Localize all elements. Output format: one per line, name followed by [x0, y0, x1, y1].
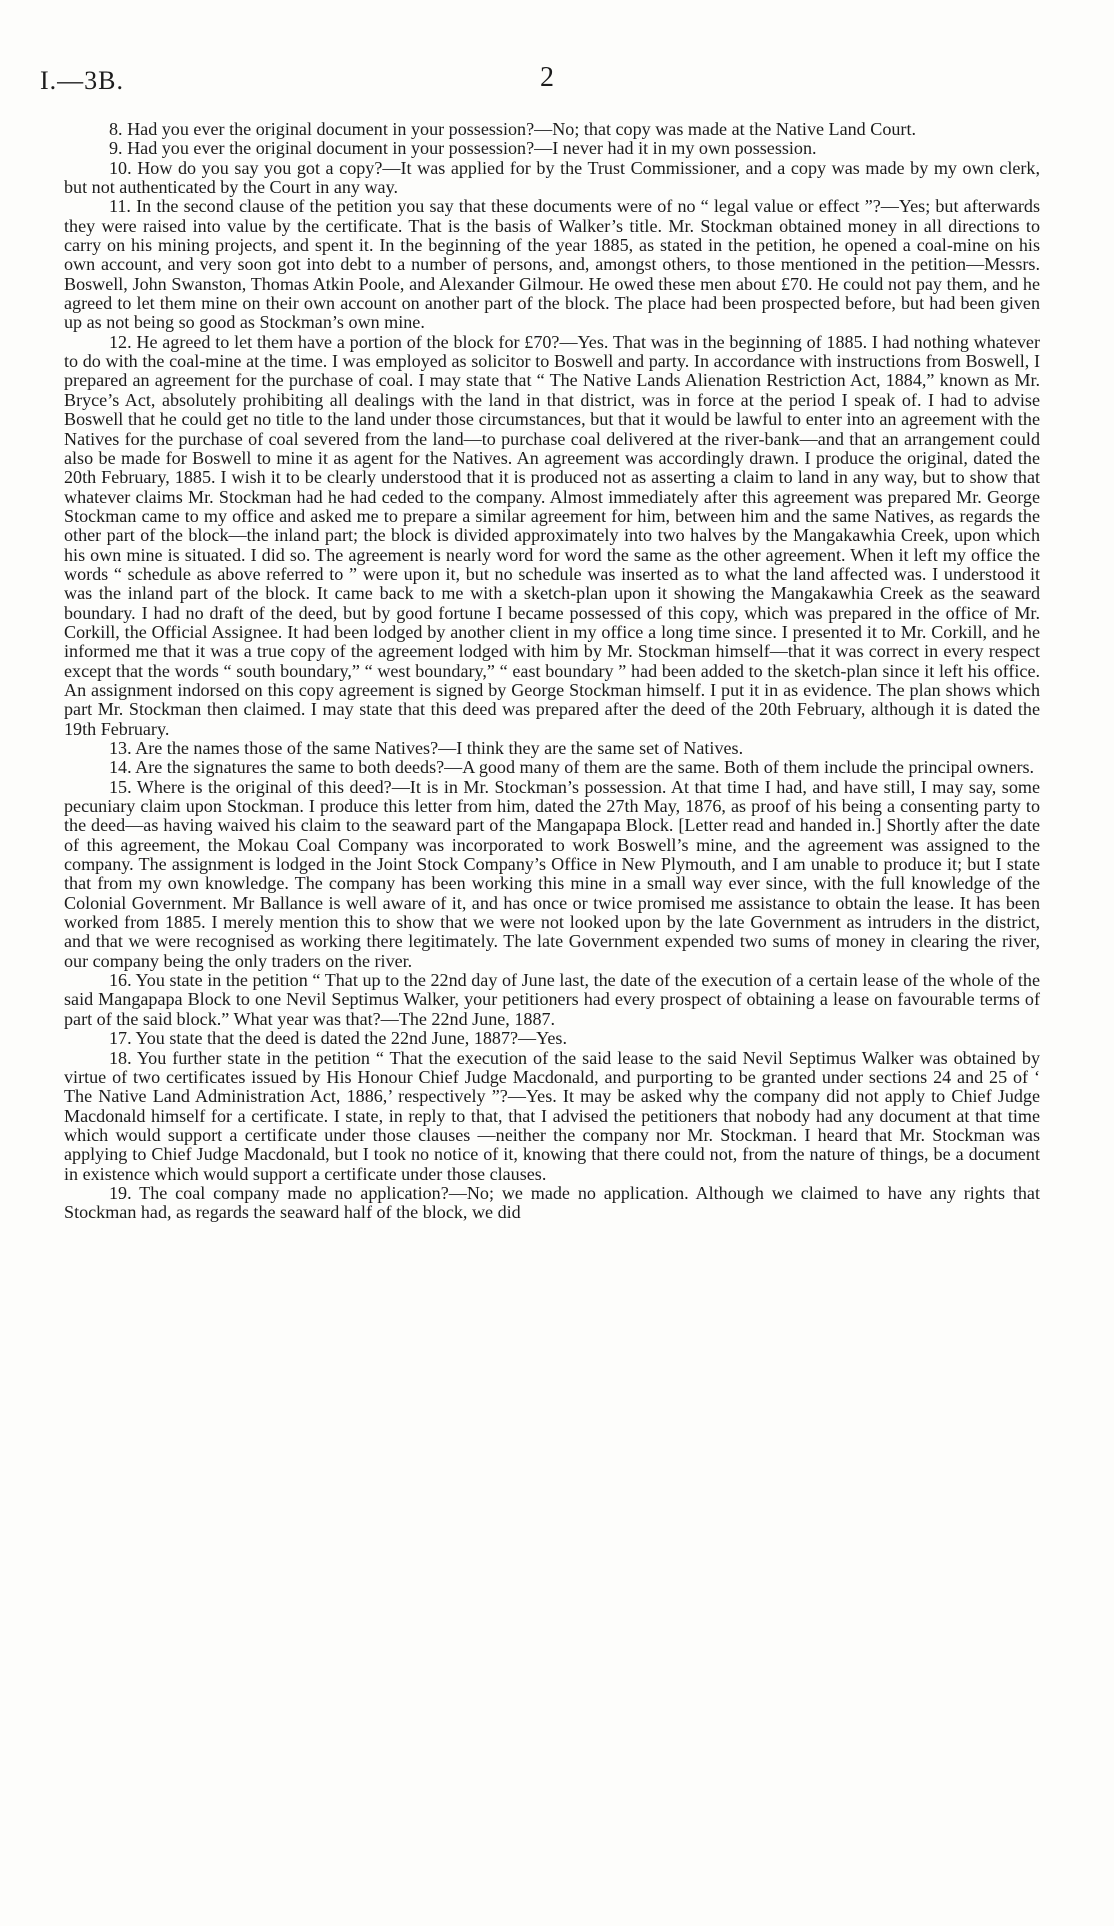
paragraph-q12: 12. He agreed to let them have a portion of the block for £70?—Yes. That was in the beginning of 1885. I had nothing whatever to do with the coal-mine at the time. I was employed as solicitor to Boswell and party. In accordance with instructions from Boswell, I prepared an agreement for the purchase of coal. I may state that “ The Native Lands Alienation Restriction Act, 1884,” known as Mr. Bryce’s Act, absolutely prohibiting all dealings with the land in that district, was in force at the period I speak of. I had to advise Boswell that he could get no title to the land under those circumstances, but that it would be lawful to enter into an agreement with the Natives for the purchase of coal severed from the land—to purchase coal delivered at the river-bank—and that an arrangement could also be made for Boswell to mine it as agent for the Natives. An agreement was accordingly drawn. I produce the original, dated the 20th February, 1885. I wish it to be clearly understood that it is produced not as asserting a claim to land in any way, but to show that whatever claims Mr. Stockman had he had ceded to the company. Almost immediately after this agreement was prepared Mr. George Stockman came to my office and asked me to prepare a similar agreement for him, between him and the same Natives, as regards the other part of the block—the inland part; the block is divided approximately into two halves by the Mangakawhia Creek, upon which his own mine is situated. I did so. The agreement is nearly word for word the same as the other agreement. When it left my office the words “ schedule as above referred to ” were upon it, but no schedule was inserted as to what the land affected was. I understood it was the inland part of the block. It came back to me with a sketch-plan upon it showing the Mangakawhia Creek as the seaward boundary. I had no draft of the deed, but by good fortune I became possessed of this copy, which was prepared in the office of Mr. Corkill, the Official Assignee. It had been lodged by another client in my office a long time since. I presented it to Mr. Corkill, and he informed me that it was a true copy of the agreement lodged with him by Mr. Stockman himself—that it was correct in every respect except that the words “ south boundary,” “ west boundary,” “ east boundary ” had been added to the sketch-plan since it left his office. An assignment indorsed on this copy agreement is signed by George Stockman himself. I put it in as evidence. The plan shows which part Mr. Stockman then claimed. I may state that this deed was prepared after the deed of the 20th February, although it is dated the 19th February. [64, 331, 1040, 739]
paragraph-q13: 13. Are the names those of the same Natives?—I think they are the same set of Natives. [109, 738, 744, 758]
paragraph-q18: 18. You further state in the petition “ That the execution of the said lease to the said Nevil Septimus Walker was obtained by virtue of two certificates issued by His Honour Chief Judge Macdonald, and purporting to be granted under sections 24 and 25 of ‘ The Native Land Administration Act, 1886,’ respectively ”?—Yes. It may be asked why the company did not apply to Chief Judge Macdonald himself for a certificate. I state, in reply to that, that I advised the petitioners that nobody had any document at that time which would support a certificate under those clauses —neither the company nor Mr. Stockman. I heard that Mr. Stockman was applying to Chief Judge Macdonald, but I took no notice of it, knowing that there could not, from the nature of things, be a document in existence which would support a certificate under those clauses. [64, 1047, 1040, 1184]
paragraph-q8: 8. Had you ever the original document in your possession?—No; that copy was made at the Native Land Court. [109, 119, 916, 139]
paragraph-q10: 10. How do you say you got a copy?—It was applied for by the Trust Commissioner, and a copy was made by my own clerk, but not authenticated by the Court in any way. [64, 157, 1040, 198]
paragraph-q15: 15. Where is the original of this deed?—It is in Mr. Stockman’s possession. At that time I had, and have still, I may say, some pecuniary claim upon Stockman. I produce this letter from him, dated the 27th May, 1876, as proof of his being a consenting party to the deed—as having waived his claim to the seaward part of the Mangapapa Block. [Letter read and handed in.] Shortly after the date of this agreement, the Mokau Coal Company was incorporated to work Boswell’s mine, and the agreement was assigned to the company. The assignment is lodged in the Joint Stock Company’s Office in New Plymouth, and I am unable to produce it; but I state that from my own knowledge. The company has been working this mine in a small way ever since, with the full knowledge of the Colonial Government. Mr Ballance is well aware of it, and has once or twice promised me assistance to obtain the lease. It has been worked from 1885. I merely mention this to show that we were not looked upon by the late Government as intruders in the district, and that we were recognised as working there legitimately. The late Government expended two sums of money in clearing the river, our company being the only traders on the river. [64, 776, 1040, 971]
document-reference: I.—3B. [40, 66, 124, 95]
paragraph-q9: 9. Had you ever the original document in your possession?—I never had it in my own possession. [109, 138, 817, 159]
paragraph-q11: 11. In the second clause of the petition you say that these documents were of no “ legal value or effect ”?—Yes; but afterwards they were raised into value by the certificate. That is the basis of Walker’s title. Mr. Stockman obtained money in all directions to carry on his mining projects, and spent it. In the beginning of the year 1885, as stated in the petition, he opened a coal-mine on his own account, and very soon got into debt to a number of persons, and, amongst others, to those mentioned in the petition—Messrs. Boswell, John Swanston, Thomas Atkin Poole, and Alexander Gilmour. He owed these men about £70. He could not pay them, and he agreed to let them mine on their own account on another part of the block. The place had been prospected before, but had been given up as not being so good as Stockman’s own mine. [64, 196, 1040, 333]
paragraph-q14: 14. Are the signatures the same to both deeds?—A good many of them are the same. Both of them include the principal owners. [109, 757, 1035, 778]
paragraph-q19: 19. The coal company made no application?—No; we made no application. Although we claimed to have any rights that Stockman had, as regards the seaward half of the block, we did [64, 1182, 1040, 1223]
page-header [40, 62, 1054, 102]
paragraph-q17: 17. You state that the deed is dated the 22nd June, 1887?—Yes. [109, 1028, 567, 1049]
paragraph-q16: 16. You state in the petition “ That up to the 22nd day of June last, the date of the execution of a certain lease of the whole of the said Mangapapa Block to one Nevil Septimus Walker, your petitioners had every prospect of obtaining a lease on favourable terms of part of the said block.” What year was that?—The 22nd June, 1887. [64, 970, 1040, 1029]
document-body [64, 120, 1040, 1223]
page-number: 2 [540, 62, 554, 93]
